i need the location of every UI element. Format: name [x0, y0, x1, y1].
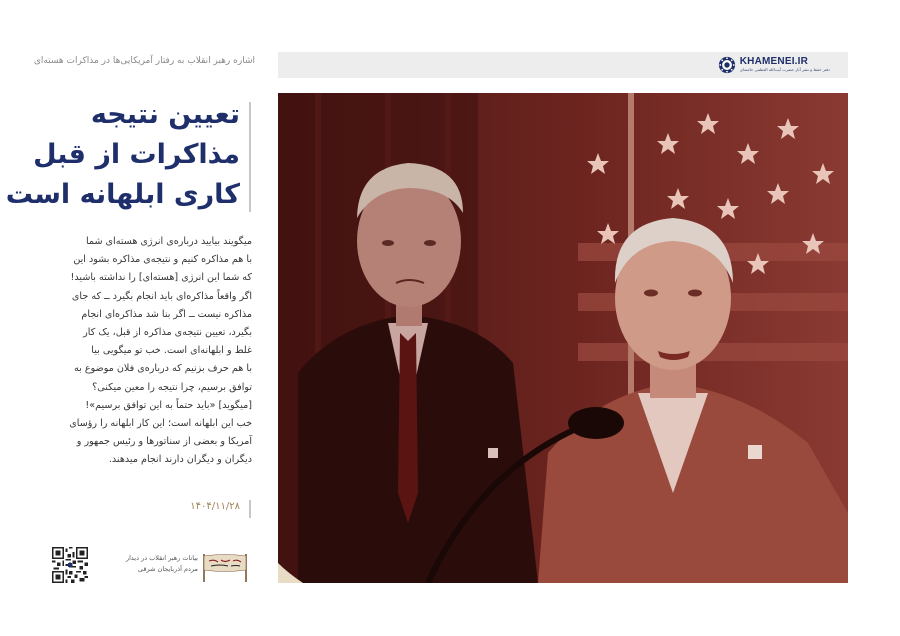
body-line: خب این ابلهانه است؛ این کار ابلهانه را رؤسای [69, 418, 252, 430]
logo-tagline: دفتر حفظ و نشر آثار حضرت آیت‌الله العظمی خامنه‌ای [739, 67, 830, 72]
body-line: دیگران و دیگران دارند انجام میدهند. [108, 454, 252, 466]
body-line: میگویند بیایید درباره‌ی انرژی هسته‌ای شما [85, 236, 252, 247]
title-line-2: مذاکرات از قبل [33, 139, 240, 170]
source-caption [116, 553, 198, 575]
logo-emblem-icon [718, 56, 736, 74]
caption-line-1: بیانات رهبر انقلاب در دیدار [125, 554, 198, 562]
date-label: ۱۴۰۴/۱۱/۲۸ [190, 501, 240, 512]
title-divider [249, 102, 251, 212]
logo-name: KHAMENEI.IR [739, 56, 809, 67]
body-line: آمریکا و بعضی از سناتورها و رئیس جمهور و [76, 436, 252, 448]
body-line: توافق برسیم، چرا نتیجه را معین میکنی؟ [92, 381, 252, 393]
protest-banner-icon [200, 550, 250, 582]
body-line: اگر واقعاً مذاکره‌ای باید انجام بگیرد ــ که جای [71, 290, 252, 302]
page-title [5, 95, 240, 215]
site-logo[interactable] [718, 56, 830, 74]
body-line: [میگوید] «باید حتماً به این توافق برسیم»! [85, 399, 252, 411]
header-bar [278, 52, 848, 78]
body-line: غلط و ابلهانه‌ای است. خب تو میگویی بیا [91, 345, 252, 357]
qr-code-icon[interactable] [52, 547, 88, 583]
body-line: با هم مذاکره کنیم و نتیجه‌ی مذاکره بشود این [73, 254, 252, 266]
title-line-1: تعیین نتیجه [90, 99, 240, 130]
body-line: که شما این انرژی [هسته‌ای] را نداشته باشید! [70, 272, 252, 284]
kicker-text: اشاره رهبر انقلاب به رفتار آمریکایی‌ها در مذاکرات هسته‌ای [33, 56, 255, 66]
body-line: مذاکره نیست ــ اگر بنا شد مذاکره‌ای انجام [81, 308, 252, 320]
caption-line-2: مردم آذربایجان شرقی [137, 565, 198, 573]
title-line-3: کاری ابلهانه است [5, 179, 240, 210]
date-divider [249, 500, 251, 518]
body-line: با هم حرف بزنیم که درباره‌ی فلان موضوع به [74, 363, 252, 375]
quote-body [30, 233, 252, 470]
news-photo [278, 93, 848, 583]
body-line: بگیرد، تعیین نتیجه‌ی مذاکره از قبل، یک کار [83, 327, 252, 339]
